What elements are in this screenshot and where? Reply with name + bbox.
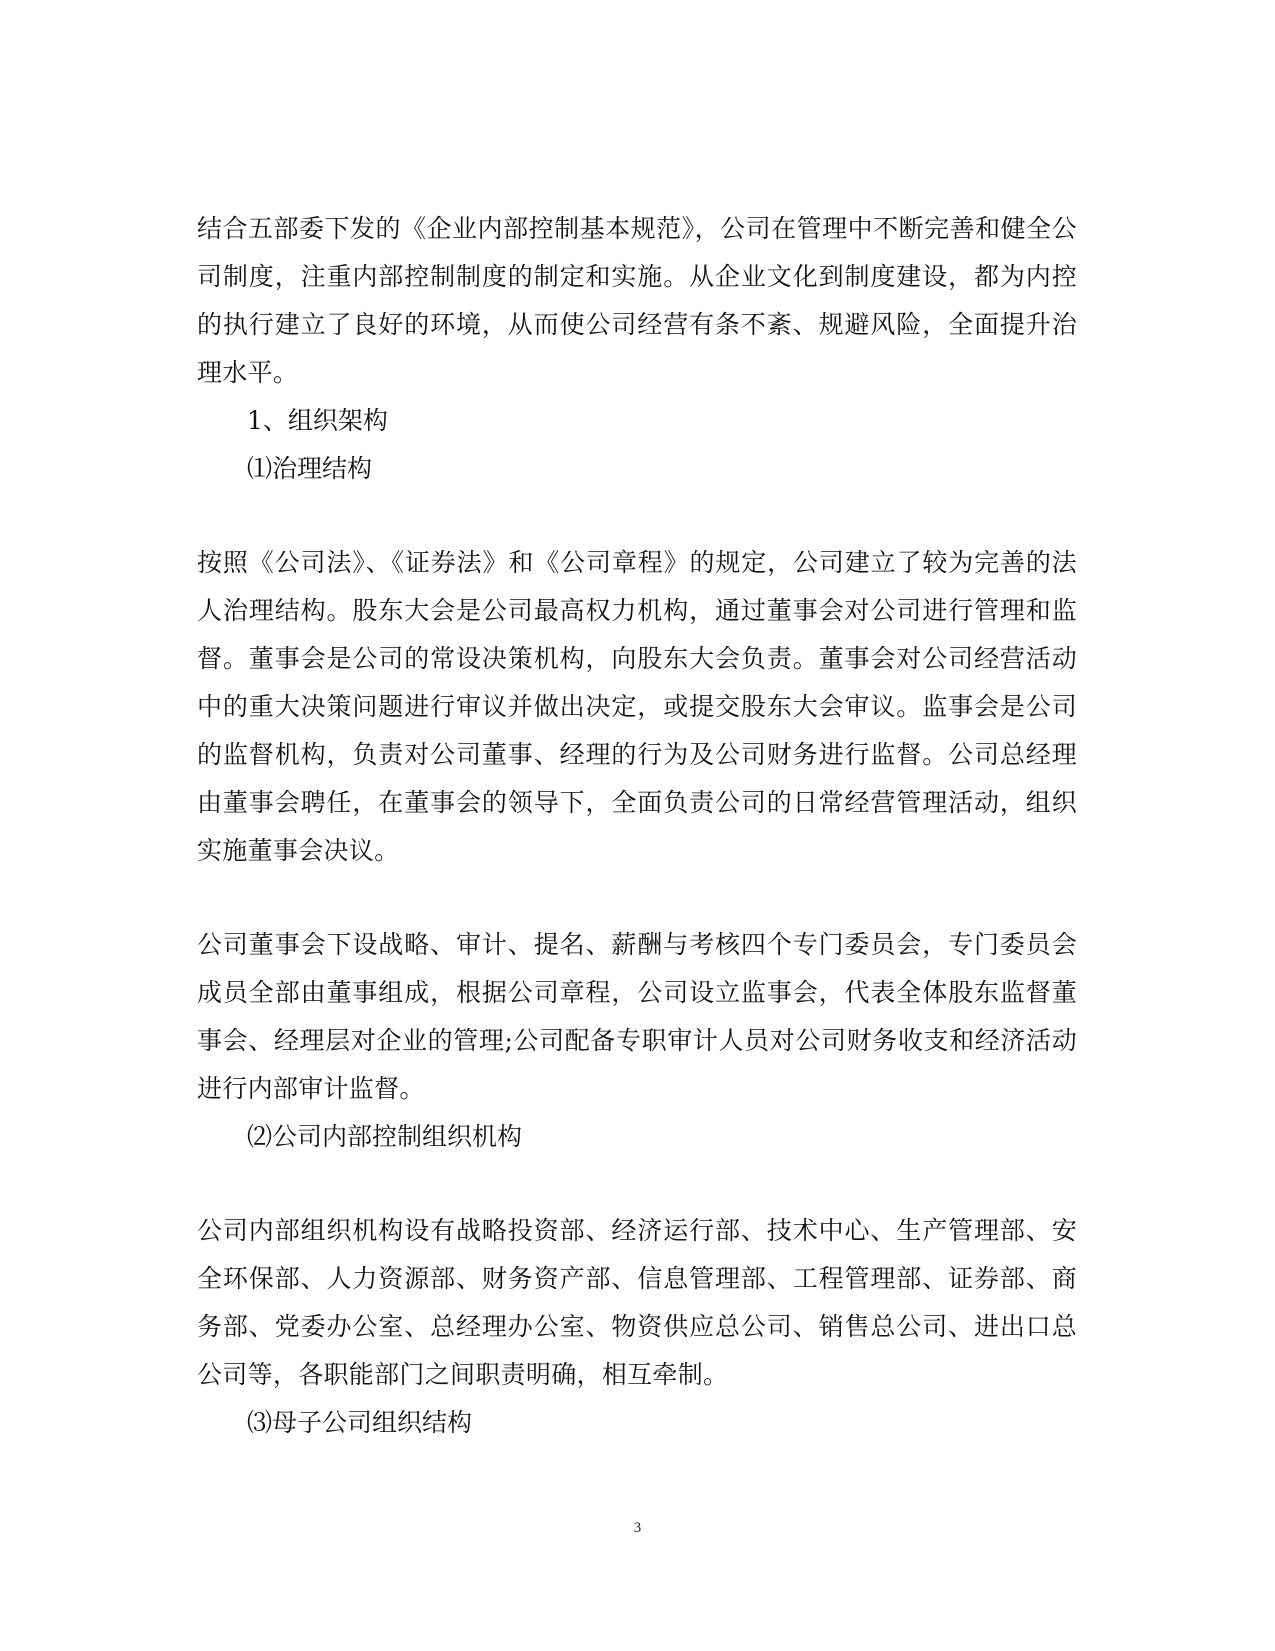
subheading-governance-structure: ⑴治理结构 <box>247 454 373 483</box>
intro-paragraph: 结合五部委下发的《企业内部控制基本规范》，公司在管理中不断完善和健全公司制度，注重内部控制制度的制定和实施。从企业文化到制度建设，都为内控的执行建立了良好的环境，从而使公司经营有条不紊、规避风险，全面提升治理水平。 <box>197 214 1077 387</box>
subheading-parent-subsidiary-structure: ⑶母子公司组织结构 <box>247 1408 473 1437</box>
departments-paragraph: 公司内部组织机构设有战略投资部、经济运行部、技术中心、生产管理部、安全环保部、人力资源部、财务资产部、信息管理部、工程管理部、证券部、商务部、党委办公室、总经理办公室、物资供应总公司、销售总公司、进出口总公司等，各职能部门之间职责明确，相互牵制。 <box>197 1216 1077 1389</box>
document-body <box>197 205 1077 1447</box>
subheading-internal-control-organization: ⑵公司内部控制组织机构 <box>247 1122 523 1151</box>
page-number: 3 <box>633 1520 642 1536</box>
section-heading-organization: 1、组织架构 <box>247 406 388 435</box>
board-committees-paragraph: 公司董事会下设战略、审计、提名、薪酬与考核四个专门委员会，专门委员会成员全部由董事组成，根据公司章程，公司设立监事会，代表全体股东监督董事会、经理层对企业的管理;公司配备专职审计人员对公司财务收支和经济活动进行内部审计监督。 <box>197 930 1077 1103</box>
governance-paragraph: 按照《公司法》、《证券法》和《公司章程》的规定，公司建立了较为完善的法人治理结构。股东大会是公司最高权力机构，通过董事会对公司进行管理和监督。董事会是公司的常设决策机构，向股东大会负责。董事会对公司经营活动中的重大决策问题进行审议并做出决定，或提交股东大会审议。监事会是公司的监督机构，负责对公司董事、经理的行为及公司财务进行监督。公司总经理由董事会聘任，在董事会的领导下，全面负责公司的日常经营管理活动，组织实施董事会决议。 <box>197 548 1077 865</box>
